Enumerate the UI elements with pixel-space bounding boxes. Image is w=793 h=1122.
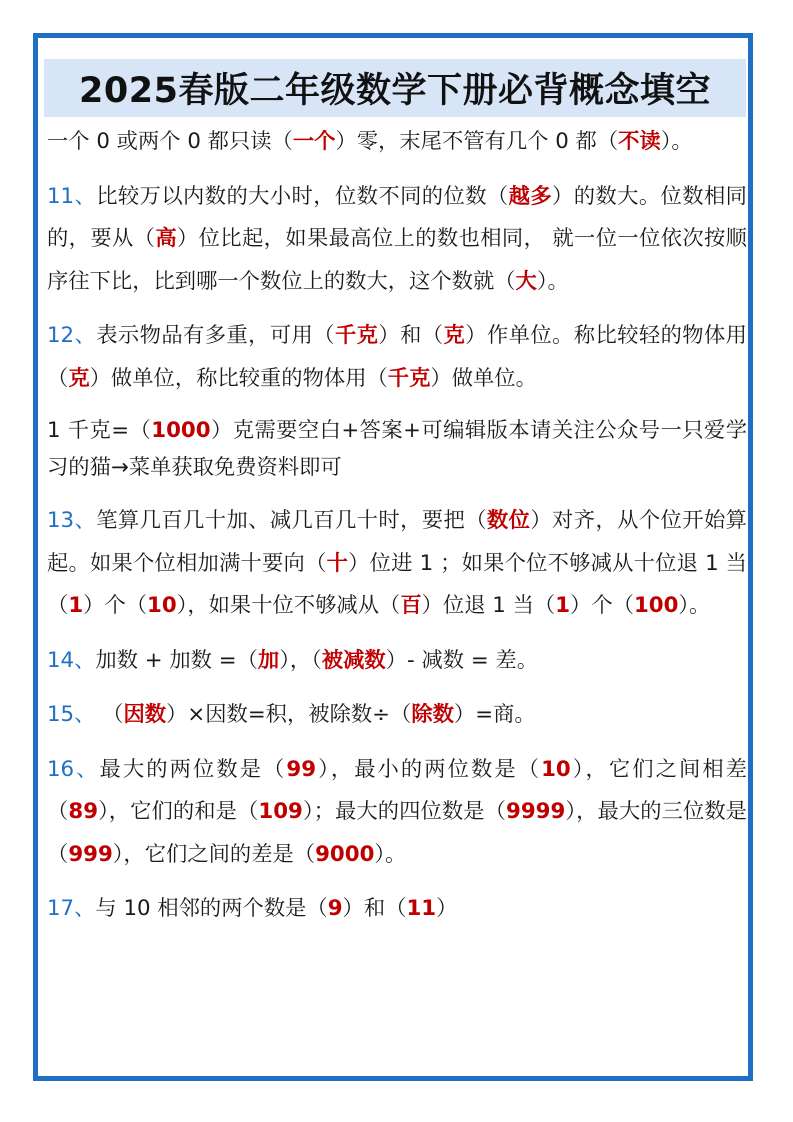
item-number: 16、 xyxy=(47,756,100,782)
statement-text: ），它们之间相差（ xyxy=(47,756,747,824)
statement-text: ）位退 1 当（ xyxy=(421,593,556,618)
statement-text: ）位进 1 ；如果个位不够减从十位退 1 当（ xyxy=(47,550,747,618)
statement-text: 与 10 相邻的两个数是（ xyxy=(95,896,328,921)
answer-text: 89 xyxy=(68,799,99,824)
statement-text: 比较万以内数的大小时，位数不同的位数（ xyxy=(96,183,509,209)
answer-text: 999 xyxy=(68,841,113,867)
statement-text: ）位比起，如果最高位上的数也相同， 就一位一位依次按顺序往下比，比到哪一个数位上的数大，这个数就（ xyxy=(47,226,747,294)
answer-text: 因数 xyxy=(123,702,167,727)
answer-text: 1 xyxy=(68,593,84,618)
concept-item xyxy=(47,315,747,400)
statement-text: 一个 0 或两个 0 都只读（ xyxy=(47,129,293,154)
concept-item xyxy=(47,176,747,304)
answer-text: 一个 xyxy=(292,129,336,154)
content-area xyxy=(47,121,747,943)
answer-text: 越多 xyxy=(508,183,553,209)
answer-text: 9999 xyxy=(506,799,566,824)
statement-text: ）个（ xyxy=(570,593,634,618)
statement-text: ）做单位，称比较重的物体用（ xyxy=(89,365,388,391)
statement-text: ）。 xyxy=(660,129,693,154)
statement-text: ），最小的两位数是（ xyxy=(316,756,542,782)
title-banner xyxy=(44,59,746,117)
statement-text: ）- 减数 = 差。 xyxy=(385,647,539,673)
answer-text: 9000 xyxy=(315,841,375,867)
statement-text: ）的数大。位数相同的，要从（ xyxy=(47,183,747,251)
statement-text: ）和（ xyxy=(378,323,444,348)
statement-text: ），最大的三位数是（ xyxy=(47,799,747,867)
item-number: 17、 xyxy=(47,896,96,921)
statement-text: （ xyxy=(95,702,124,727)
answer-text: 100 xyxy=(633,593,679,618)
concept-item xyxy=(47,412,747,486)
statement-text: ），它们的和是（ xyxy=(98,799,259,824)
statement-text: 最大的两位数是（ xyxy=(99,756,287,782)
answer-text: 克 xyxy=(68,365,90,391)
statement-text: ）=商。 xyxy=(453,702,536,727)
statement-text: ）个（ xyxy=(83,593,148,618)
answer-text: 9 xyxy=(327,896,343,921)
concept-item xyxy=(47,749,747,877)
answer-text: 加 xyxy=(257,647,280,673)
statement-text: 1 千克=（ xyxy=(47,418,152,443)
answer-text: 1 xyxy=(555,593,571,618)
answer-text: 百 xyxy=(400,593,422,618)
statement-text: ）×因数=积，被除数÷（ xyxy=(166,702,412,727)
statement-text: ）；最大的四位数是（ xyxy=(302,799,507,824)
answer-text: 克 xyxy=(443,323,466,348)
answer-text: 千克 xyxy=(387,365,431,391)
answer-text: 109 xyxy=(258,799,303,824)
statement-text: ）。 xyxy=(536,268,569,294)
statement-text: ），如果十位不够减从（ xyxy=(176,593,401,618)
statement-text: ），它们之间的差是（ xyxy=(112,841,316,867)
concept-item xyxy=(47,694,747,737)
answer-text: 10 xyxy=(147,593,177,618)
statement-text: ）克需要空白+答案+可编辑版本请关注公众号一只爱学习的猫→菜单获取免费资料即可 xyxy=(47,418,747,480)
answer-text: 被减数 xyxy=(321,647,386,673)
concept-item xyxy=(47,888,747,931)
answer-text: 大 xyxy=(515,268,537,294)
statement-text: ）做单位。 xyxy=(430,365,537,391)
statement-text: ）作单位。称比较轻的物体用（ xyxy=(47,323,747,391)
answer-text: 高 xyxy=(155,226,177,251)
answer-text: 除数 xyxy=(411,702,454,727)
answer-text: 数位 xyxy=(486,508,531,533)
statement-text: ） xyxy=(436,896,458,921)
statement-text: 表示物品有多重，可用（ xyxy=(96,323,335,348)
item-number: 14、 xyxy=(47,647,96,673)
statement-text: 加数 + 加数 =（ xyxy=(95,647,258,673)
concept-item xyxy=(47,640,747,683)
statement-text: ）零，末尾不管有几个 0 都（ xyxy=(335,129,619,154)
item-number: 11、 xyxy=(47,183,97,209)
statement-text: ），（ xyxy=(279,647,322,673)
item-number: 15、 xyxy=(47,702,96,727)
answer-text: 1000 xyxy=(151,418,211,443)
answer-text: 99 xyxy=(286,756,317,782)
answer-text: 10 xyxy=(541,756,571,782)
item-number: 12、 xyxy=(47,323,97,348)
statement-text: ）对齐，从个位开始算起。如果个位相加满十要向（ xyxy=(47,508,747,576)
statement-text: 笔算几百几十加、减几百几十时，要把（ xyxy=(96,508,487,533)
answer-text: 十 xyxy=(326,550,349,576)
answer-text: 千克 xyxy=(334,323,379,348)
item-number: 13、 xyxy=(47,508,97,533)
statement-text: ）。 xyxy=(678,593,711,618)
statement-text: ）和（ xyxy=(342,896,407,921)
page-title: 2025春版二年级数学下册必背概念填空 xyxy=(79,71,711,111)
concept-item xyxy=(47,121,747,164)
concept-item xyxy=(47,500,747,628)
statement-text: ）。 xyxy=(374,841,407,867)
answer-text: 不读 xyxy=(618,129,661,154)
answer-text: 11 xyxy=(406,896,437,921)
